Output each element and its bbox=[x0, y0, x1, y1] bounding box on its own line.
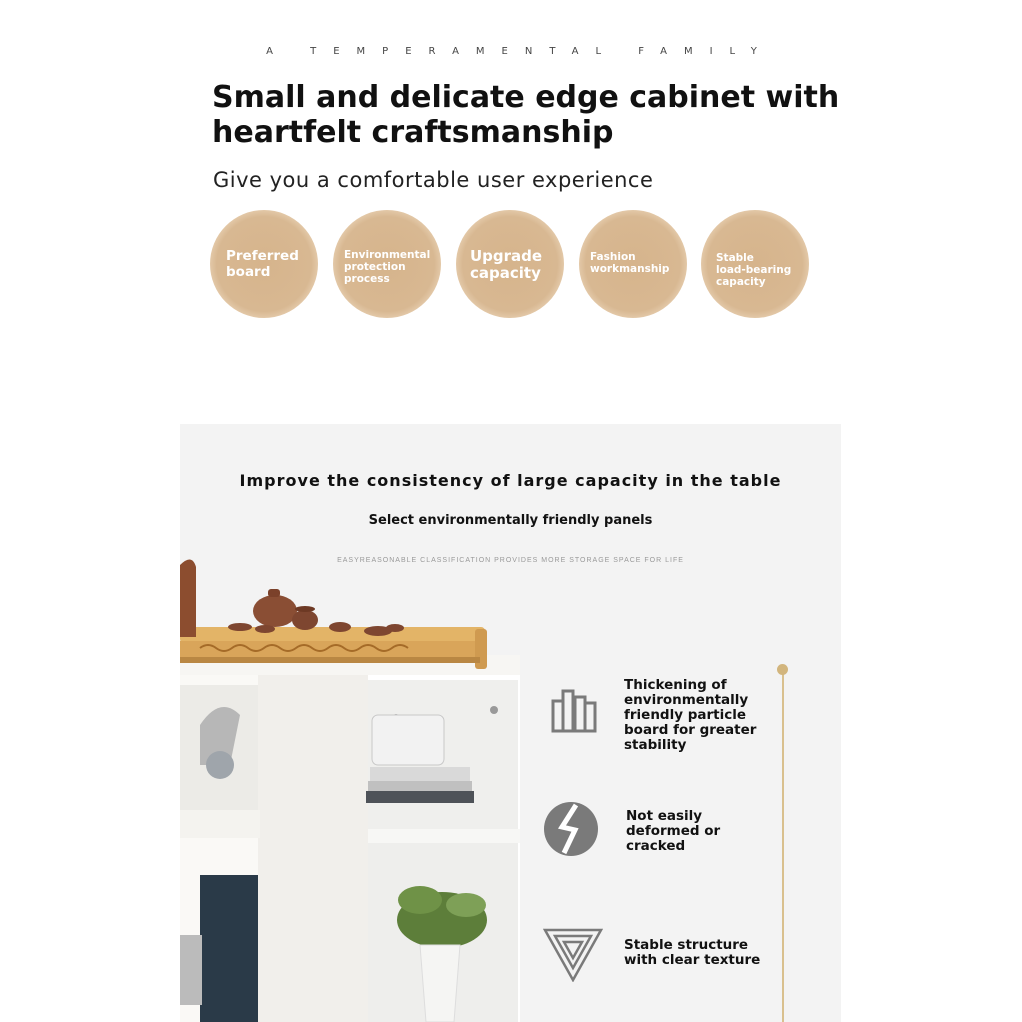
badge-label: protection bbox=[344, 261, 406, 273]
badge-label: Preferred bbox=[226, 248, 299, 264]
timeline-dot bbox=[777, 664, 788, 675]
feature-line: Not easily bbox=[626, 808, 703, 824]
triangle-structure-icon bbox=[543, 928, 603, 982]
feature-line: stability bbox=[624, 737, 687, 753]
feature-line: environmentally bbox=[624, 692, 749, 708]
crack-shield-icon bbox=[543, 801, 599, 857]
panel-subheading: Select environmentally friendly panels bbox=[368, 513, 653, 528]
feature-line: Thickening of bbox=[624, 677, 727, 693]
cabinet-front-panel bbox=[258, 675, 368, 1022]
badge-label: Stable bbox=[716, 252, 754, 264]
headline-line: heartfelt craftsmanship bbox=[212, 115, 614, 150]
badge-environmental-process bbox=[333, 210, 441, 318]
badge-preferred-board bbox=[210, 210, 318, 318]
layered-board-icon bbox=[550, 687, 598, 735]
headline-line: Small and delicate edge cabinet with bbox=[212, 80, 840, 115]
feature-line: Stable structure bbox=[624, 937, 749, 953]
feature-line: board for greater bbox=[624, 722, 757, 738]
feature-text-board bbox=[624, 678, 756, 753]
cabinet-product-image bbox=[180, 545, 540, 1022]
badge-label: capacity bbox=[716, 276, 766, 288]
feature-text-structure bbox=[624, 938, 760, 968]
desk-clock bbox=[372, 715, 444, 765]
page-subheading: Give you a comfortable user experience bbox=[213, 168, 654, 192]
monitor-decor bbox=[200, 875, 258, 1022]
page-headline bbox=[212, 80, 912, 150]
badge-label: Environmental bbox=[344, 249, 431, 261]
badge-label: Upgrade bbox=[470, 247, 543, 265]
badge-upgrade-capacity bbox=[456, 210, 564, 318]
badge-label: workmanship bbox=[590, 263, 670, 275]
brand-tagline: A TEMPERAMENTAL FAMILY bbox=[266, 46, 774, 57]
feature-text-deform bbox=[626, 809, 720, 854]
badge-label: capacity bbox=[470, 264, 541, 282]
book bbox=[370, 767, 470, 781]
panel-heading: Improve the consistency of large capacity in the table bbox=[239, 471, 782, 490]
book bbox=[368, 781, 472, 791]
feature-line: friendly particle bbox=[624, 707, 747, 723]
timeline-line bbox=[782, 670, 784, 1022]
feature-line: cracked bbox=[626, 838, 686, 854]
wooden-sculpture bbox=[180, 559, 196, 637]
badge-label: Fashion bbox=[590, 251, 636, 263]
badge-stable-load-bearing bbox=[701, 210, 809, 318]
feature-line: with clear texture bbox=[624, 952, 761, 968]
panel-caption: EASYREASONABLE CLASSIFICATION PROVIDES MORE STORAGE SPACE FOR LIFE bbox=[337, 557, 684, 564]
book bbox=[366, 791, 474, 803]
teapot bbox=[253, 595, 297, 627]
badge-label: load-bearing bbox=[716, 264, 792, 276]
badge-label: process bbox=[344, 273, 390, 285]
badge-fashion-workmanship bbox=[579, 210, 687, 318]
shelf-pin bbox=[490, 706, 498, 714]
badge-label: board bbox=[226, 264, 271, 280]
feature-line: deformed or bbox=[626, 823, 721, 839]
